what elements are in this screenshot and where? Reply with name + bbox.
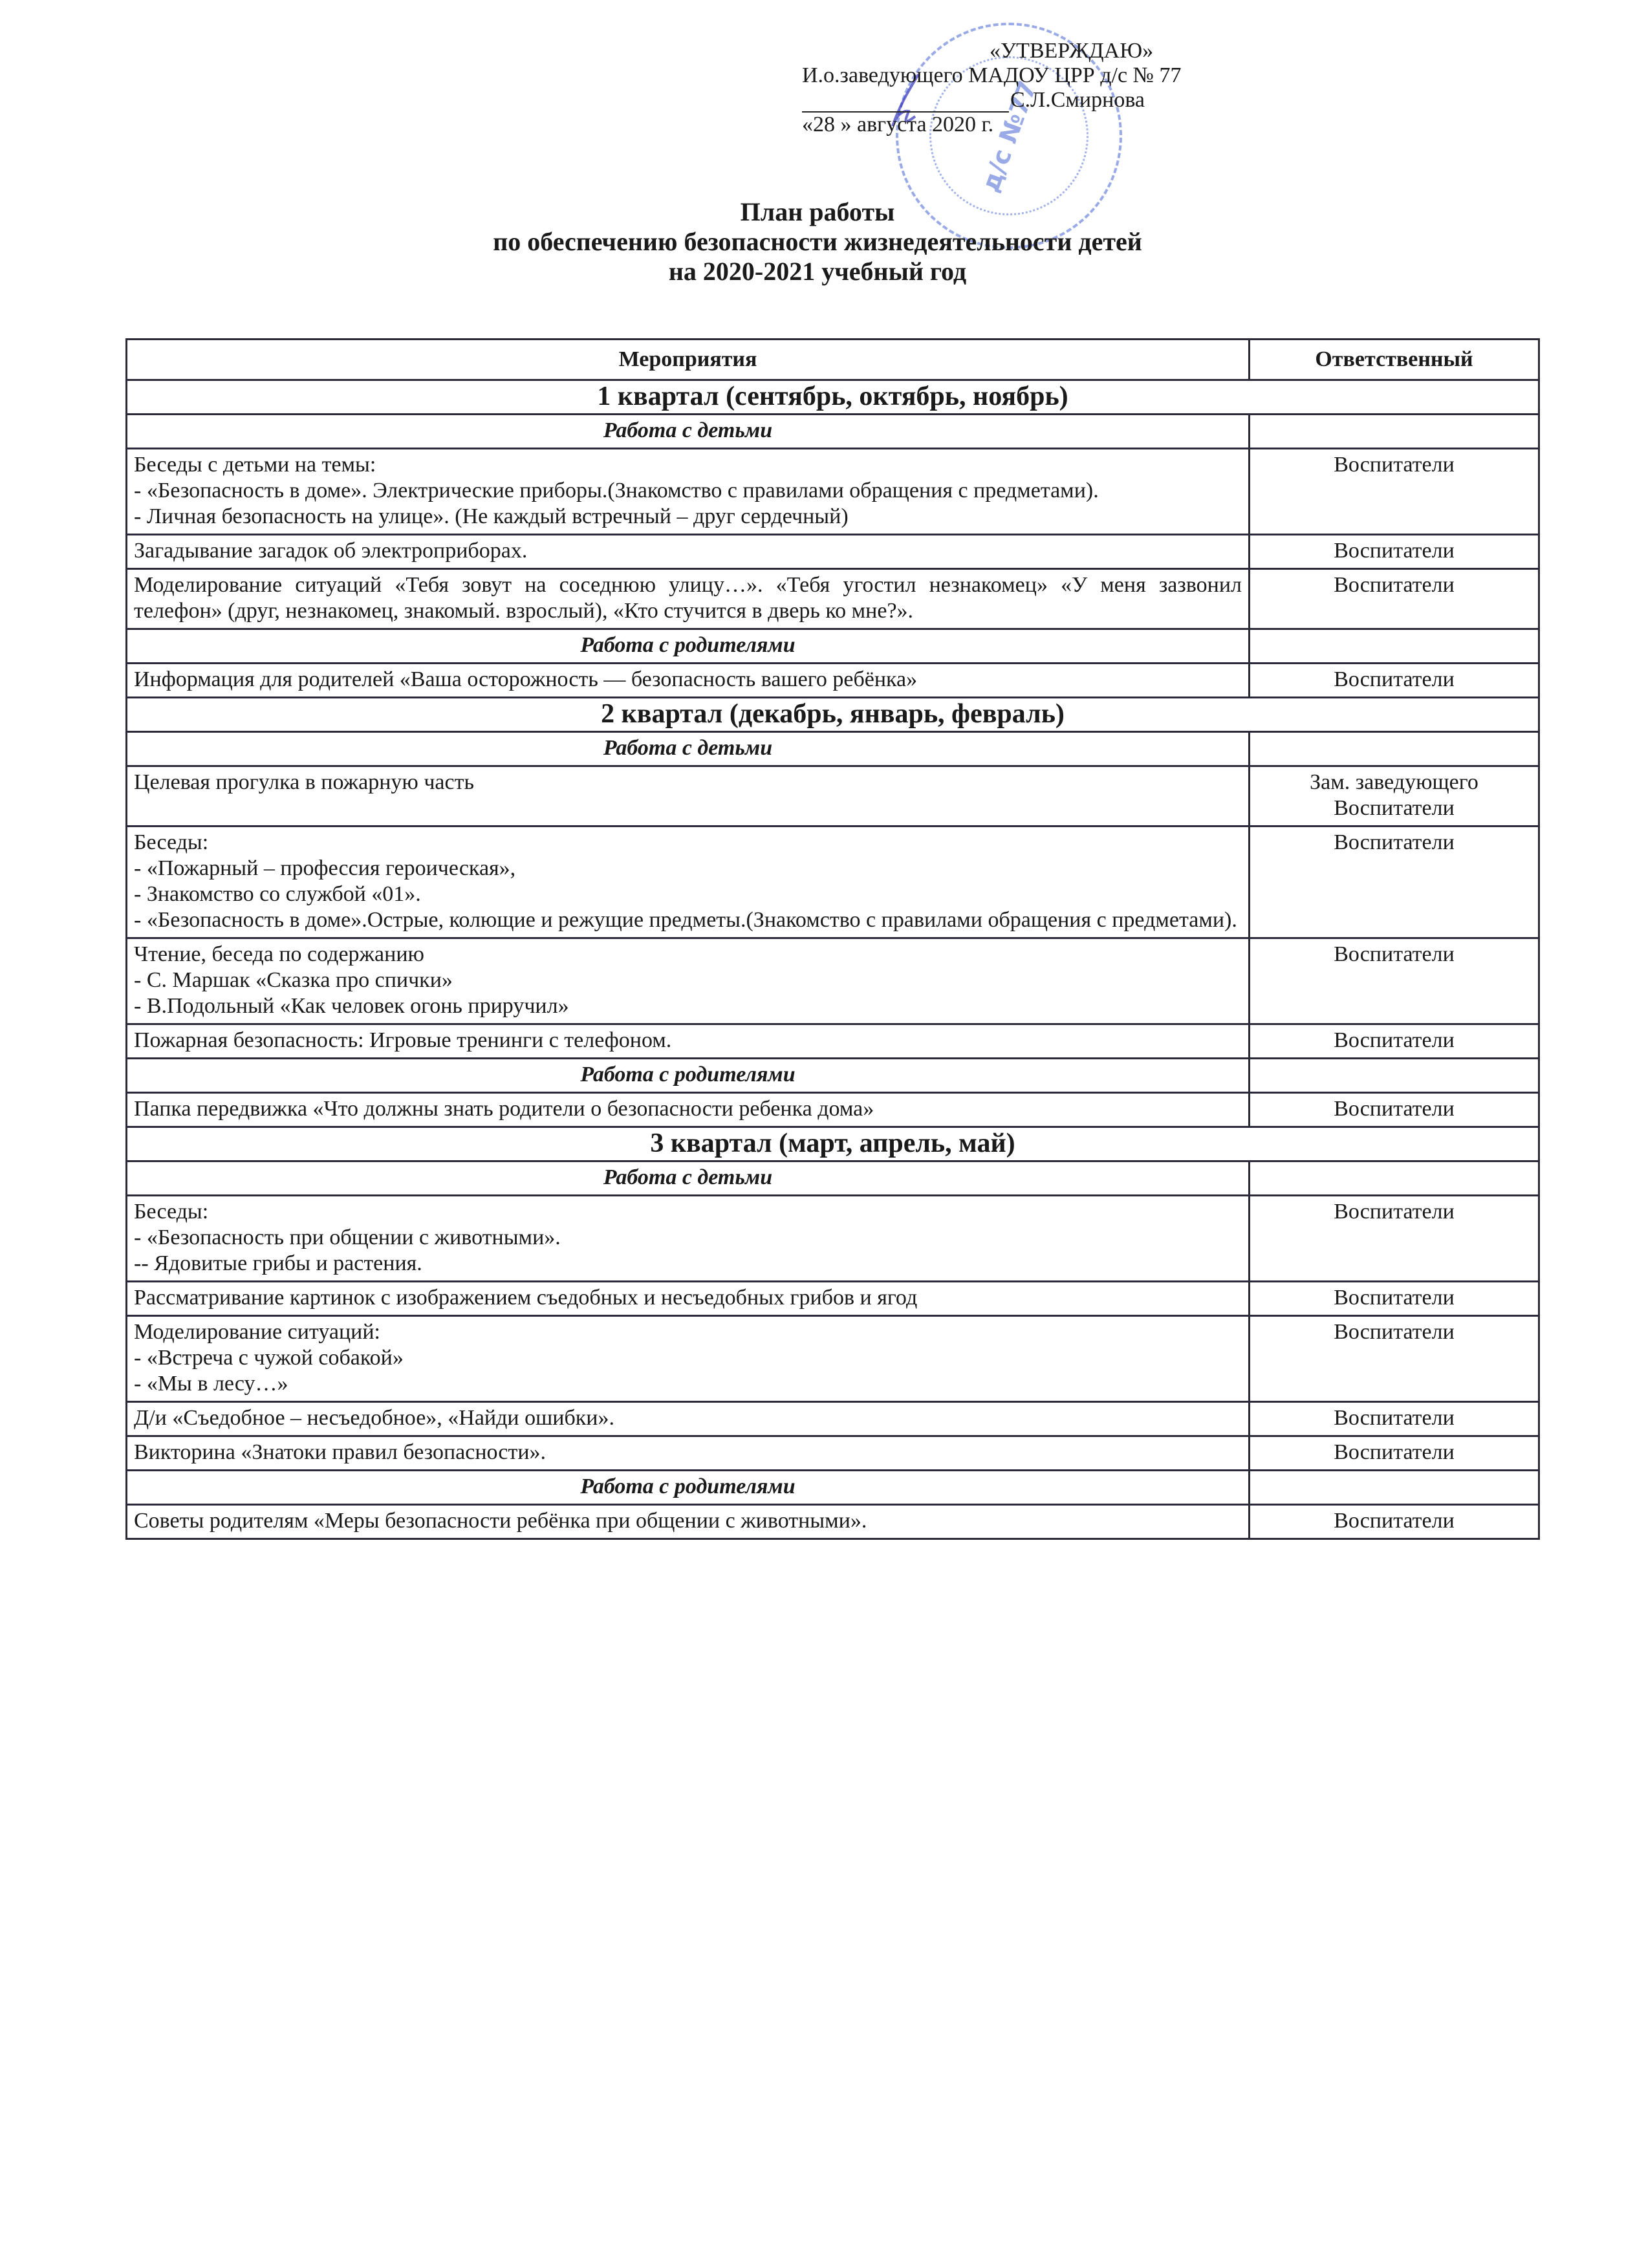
approval-label: «УТВЕРЖДАЮ» (990, 39, 1154, 63)
table-row (127, 664, 1539, 698)
table-row (127, 1196, 1539, 1282)
section-title: Работа с детьми (127, 415, 1250, 449)
activity-cell (127, 1436, 1250, 1471)
responsible-name: Воспитатели (1334, 573, 1455, 597)
activity-line: - «Пожарный – профессия героическая», (134, 856, 516, 880)
quarter-title: 3 квартал (март, апрель, май) (127, 1127, 1539, 1161)
activity-line: Чтение, беседа по содержанию (134, 942, 424, 966)
activity-cell (127, 664, 1250, 698)
quarter-row (127, 380, 1539, 415)
responsible-cell (1250, 1316, 1539, 1402)
responsible-name: Воспитатели (1334, 942, 1455, 966)
responsible-name: Воспитатели (1334, 796, 1455, 820)
section-empty-cell (1250, 629, 1539, 664)
table-row (127, 1282, 1539, 1316)
table-row (127, 1505, 1539, 1539)
section-title: Работа с родителями (127, 629, 1250, 664)
activity-cell (127, 535, 1250, 569)
activity-line: - «Безопасность при общении с животными». (134, 1226, 561, 1249)
section-empty-cell (1250, 415, 1539, 449)
activity-line: - «Безопасность в доме».Острые, колющие и режущие предметы.(Знакомство с правилами обращения с предметами). (134, 908, 1237, 932)
activity-cell (127, 766, 1250, 826)
section-title: Работа с родителями (127, 1471, 1250, 1505)
table-row (127, 826, 1539, 938)
activity-line: Рассматривание картинок с изображением съедобных и несъедобных грибов и ягод (134, 1286, 918, 1310)
table-row (127, 449, 1539, 535)
table-row (127, 535, 1539, 569)
activity-line: Пожарная безопасность: Игровые тренинги с телефоном. (134, 1028, 672, 1052)
column-header-responsible: Ответственный (1250, 340, 1539, 380)
activity-line: Беседы: (134, 830, 209, 854)
responsible-cell (1250, 1093, 1539, 1127)
activity-line: -- Ядовитые грибы и растения. (134, 1251, 422, 1275)
responsible-cell (1250, 766, 1539, 826)
activity-line: - «Встреча с чужой собакой» (134, 1346, 404, 1370)
activity-line: Папка передвижка «Что должны знать родители о безопасности ребенка дома» (134, 1097, 874, 1121)
responsible-name: Воспитатели (1334, 1097, 1455, 1121)
table-row (127, 766, 1539, 826)
plan-table-body (127, 380, 1539, 1539)
responsible-name: Воспитатели (1334, 1406, 1455, 1430)
activity-line: - В.Подольный «Как человек огонь приручил» (134, 994, 569, 1018)
activity-line: Д/и «Съедобное – несъедобное», «Найди ошибки». (134, 1406, 615, 1430)
responsible-name: Воспитатели (1334, 830, 1455, 854)
activity-line: Викторина «Знатоки правил безопасности». (134, 1440, 547, 1464)
table-row (127, 569, 1539, 629)
responsible-name: Воспитатели (1334, 539, 1455, 563)
section-empty-cell (1250, 1161, 1539, 1196)
responsible-cell (1250, 1505, 1539, 1539)
section-row (127, 1161, 1539, 1196)
quarter-row (127, 1127, 1539, 1161)
section-row (127, 1059, 1539, 1093)
responsible-name: Зам. заведующего (1310, 770, 1478, 794)
activity-line: Целевая прогулка в пожарную часть (134, 770, 474, 794)
table-header-row (127, 340, 1539, 380)
section-title: Работа с родителями (127, 1059, 1250, 1093)
activity-cell (127, 1093, 1250, 1127)
approval-block (802, 39, 1319, 137)
table-row (127, 938, 1539, 1024)
signature-row (802, 88, 1319, 113)
quarter-title: 1 квартал (сентябрь, октябрь, ноябрь) (127, 380, 1539, 415)
responsible-name: Воспитатели (1334, 1509, 1455, 1533)
quarter-row (127, 698, 1539, 732)
activity-line: - «Безопасность в доме». Электрические приборы.(Знакомство с правилами обращения с предметами). (134, 479, 1099, 502)
activity-line: - Личная безопасность на улице». (Не каждый встречный – друг сердечный) (134, 504, 849, 528)
table-row (127, 1024, 1539, 1059)
responsible-name: Воспитатели (1334, 453, 1455, 477)
table-row (127, 1402, 1539, 1436)
activity-line: Моделирование ситуаций: (134, 1320, 381, 1344)
activity-line: - Знакомство со службой «01». (134, 882, 421, 906)
responsible-name: Воспитатели (1334, 1440, 1455, 1464)
activity-line: Загадывание загадок об электроприборах. (134, 539, 528, 563)
table-row (127, 1093, 1539, 1127)
responsible-cell (1250, 1402, 1539, 1436)
column-header-activities: Мероприятия (127, 340, 1250, 380)
responsible-cell (1250, 664, 1539, 698)
stamp-text: д/с №77 (975, 77, 1043, 196)
section-row (127, 732, 1539, 766)
approval-date: «28 » августа 2020 г. (802, 113, 994, 136)
activity-line: Моделирование ситуаций «Тебя зовут на соседнюю улицу…». «Тебя угостил незнакомец» «У меня зазвонил телефон» (друг, незнакомец, знакомый. взрослый), «Кто стучится в дверь ко мне?». (134, 573, 1242, 623)
section-row (127, 1471, 1539, 1505)
activity-cell (127, 1316, 1250, 1402)
section-empty-cell (1250, 1059, 1539, 1093)
responsible-name: Воспитатели (1334, 1286, 1455, 1310)
activity-cell (127, 1196, 1250, 1282)
responsible-cell (1250, 449, 1539, 535)
section-row (127, 415, 1539, 449)
table-row (127, 1316, 1539, 1402)
section-title: Работа с детьми (127, 1161, 1250, 1196)
signature-line (802, 92, 1009, 113)
activity-cell (127, 1282, 1250, 1316)
activity-cell (127, 1505, 1250, 1539)
responsible-name: Воспитатели (1334, 1320, 1455, 1344)
section-row (127, 629, 1539, 664)
responsible-name: Воспитатели (1334, 667, 1455, 691)
activity-cell (127, 449, 1250, 535)
responsible-cell (1250, 569, 1539, 629)
section-empty-cell (1250, 1471, 1539, 1505)
signatory-name: С.Л.Смирнова (1010, 88, 1145, 112)
activity-line: Советы родителям «Меры безопасности ребёнка при общении с животными». (134, 1509, 867, 1533)
activity-line: Информация для родителей «Ваша осторожность — безопасность вашего ребёнка» (134, 667, 918, 691)
responsible-name: Воспитатели (1334, 1028, 1455, 1052)
activity-line: - «Мы в лесу…» (134, 1372, 288, 1396)
document-title (0, 197, 1635, 286)
title-line-2: по обеспечению безопасности жизнедеятельности детей (493, 227, 1142, 256)
activity-cell (127, 569, 1250, 629)
activity-line: Беседы с детьми на темы: (134, 453, 376, 477)
responsible-cell (1250, 826, 1539, 938)
title-line-3: на 2020-2021 учебный год (668, 257, 967, 286)
section-title: Работа с детьми (127, 732, 1250, 766)
activity-cell (127, 1024, 1250, 1059)
approval-position: И.о.заведующего МАДОУ ЦРР д/с № 77 (802, 63, 1182, 87)
section-empty-cell (1250, 732, 1539, 766)
activity-cell (127, 826, 1250, 938)
responsible-cell (1250, 1196, 1539, 1282)
responsible-cell (1250, 1024, 1539, 1059)
responsible-name: Воспитатели (1334, 1200, 1455, 1224)
plan-table (125, 338, 1540, 1540)
table-row (127, 1436, 1539, 1471)
responsible-cell (1250, 1436, 1539, 1471)
responsible-cell (1250, 535, 1539, 569)
activity-cell (127, 1402, 1250, 1436)
activity-line: - С. Маршак «Сказка про спички» (134, 968, 453, 992)
activity-cell (127, 938, 1250, 1024)
responsible-cell (1250, 1282, 1539, 1316)
activity-line: Беседы: (134, 1200, 209, 1224)
quarter-title: 2 квартал (декабрь, январь, февраль) (127, 698, 1539, 732)
responsible-cell (1250, 938, 1539, 1024)
title-line-1: План работы (740, 197, 895, 226)
